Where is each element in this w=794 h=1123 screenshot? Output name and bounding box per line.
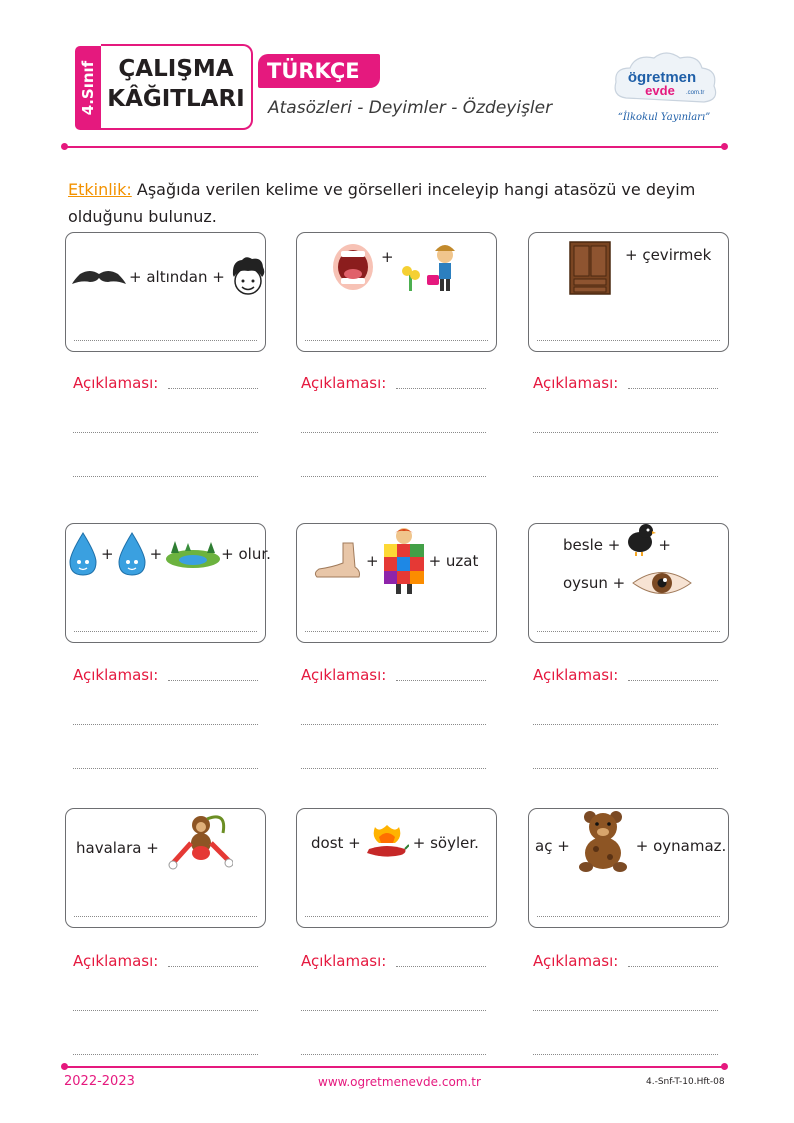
explanation-line[interactable] (533, 724, 718, 725)
explanation-line[interactable] (73, 1054, 258, 1055)
explanation-label: Açıklaması: (73, 374, 159, 392)
explanation-label: Açıklaması: (73, 952, 159, 970)
subject-badge: TÜRKÇE (258, 54, 380, 88)
answer-line[interactable] (537, 340, 720, 341)
answer-line[interactable] (305, 916, 488, 917)
card-4-text-3: + olur. (221, 545, 271, 563)
card-2-text: + (381, 248, 394, 266)
card-9-text-1: aç + (535, 837, 570, 855)
svg-text:.com.tr: .com.tr (686, 90, 705, 96)
explanation-label: Açıklaması: (301, 374, 387, 392)
topic-subtitle: Atasözleri - Deyimler - Özdeyişler (268, 98, 553, 118)
eye-icon (631, 568, 693, 598)
grade-label: 4.Sınıf (79, 60, 97, 116)
answer-line[interactable] (305, 631, 488, 632)
puzzle-card-9 (528, 808, 729, 928)
explanation-line[interactable] (628, 680, 718, 681)
explanation-line[interactable] (301, 768, 486, 769)
explanation-label: Açıklaması: (73, 666, 159, 684)
explanation-line[interactable] (73, 432, 258, 433)
explanation-line[interactable] (533, 768, 718, 769)
puzzle-card-5 (296, 523, 497, 643)
instruction (68, 176, 728, 230)
divider-dot-left (61, 143, 68, 150)
explanation-line[interactable] (301, 1010, 486, 1011)
bear-icon (574, 809, 632, 873)
explanation-line[interactable] (396, 680, 486, 681)
footer-year: 2022-2023 (64, 1074, 135, 1089)
explanation-line[interactable] (168, 680, 258, 681)
answer-line[interactable] (537, 631, 720, 632)
explanation-line[interactable] (396, 388, 486, 389)
explanation-line[interactable] (73, 724, 258, 725)
footer-url[interactable]: www.ogretmenevde.com.tr (318, 1075, 481, 1089)
puzzle-card-1 (65, 232, 266, 352)
foot-icon (313, 541, 363, 581)
puzzle-card-7 (65, 808, 266, 928)
card-1-text: + altından + (129, 268, 225, 286)
puzzle-card-6 (528, 523, 729, 643)
divider-dot-right (721, 1063, 728, 1070)
footer-code: 4.-Snf-T-10.Hft-08 (646, 1077, 725, 1087)
monkey-icon (167, 813, 233, 873)
explanation-line[interactable] (301, 432, 486, 433)
publisher-logo (606, 48, 724, 128)
card-8-text-1: dost + (311, 834, 361, 852)
card-5-text-2: + uzat (428, 552, 479, 570)
svg-text:evde: evde (645, 83, 675, 98)
puzzle-card-8 (296, 808, 497, 928)
open-mouth-icon (331, 242, 375, 292)
answer-line[interactable] (74, 631, 257, 632)
explanation-label: Açıklaması: (533, 374, 619, 392)
svg-text:ögretmen: ögretmen (627, 69, 697, 86)
answer-line[interactable] (305, 340, 488, 341)
svg-text:“İlkokul Yayınları”: “İlkokul Yayınları” (617, 112, 711, 123)
answer-line[interactable] (74, 916, 257, 917)
instruction-text: Aşağıda verilen kelime ve görselleri inceleyip hangi atasözü ve deyim olduğunu bulunuz. (68, 180, 696, 226)
explanation-line[interactable] (301, 1054, 486, 1055)
card-6-text-1: besle + (563, 536, 621, 554)
explanation-line[interactable] (73, 1010, 258, 1011)
title-line-1: ÇALIŞMA (118, 56, 234, 82)
explanation-line[interactable] (533, 1054, 718, 1055)
puzzle-card-3 (528, 232, 729, 352)
crow-icon (624, 522, 656, 556)
card-6-text-3: oysun + (563, 574, 626, 592)
explanation-line[interactable] (533, 432, 718, 433)
card-8-text-2: + söyler. (412, 834, 479, 852)
explanation-label: Açıklaması: (533, 952, 619, 970)
header-divider (64, 146, 724, 148)
boy-with-quilt-icon (382, 526, 426, 596)
explanation-line[interactable] (628, 388, 718, 389)
explanation-line[interactable] (533, 476, 718, 477)
explanation-line[interactable] (533, 1010, 718, 1011)
explanation-line[interactable] (301, 724, 486, 725)
card-3-text: + çevirmek (625, 246, 712, 264)
explanation-line[interactable] (73, 476, 258, 477)
lake-icon (165, 539, 221, 569)
explanation-label: Açıklaması: (301, 952, 387, 970)
explanation-line[interactable] (168, 966, 258, 967)
explanation-line[interactable] (396, 966, 486, 967)
explanation-line[interactable] (628, 966, 718, 967)
puzzle-card-4 (65, 523, 271, 643)
mustache-icon (72, 266, 126, 288)
answer-line[interactable] (74, 340, 257, 341)
answer-line[interactable] (537, 916, 720, 917)
explanation-label: Açıklaması: (533, 666, 619, 684)
explanation-line[interactable] (301, 476, 486, 477)
explanation-line[interactable] (168, 388, 258, 389)
card-6-text-2: + (658, 536, 671, 554)
hot-pepper-icon (365, 823, 409, 863)
card-7-text: havalara + (76, 839, 159, 857)
divider-dot-right (721, 143, 728, 150)
explanation-label: Açıklaması: (301, 666, 387, 684)
curly-hair-boy-icon (228, 255, 268, 299)
title-box (101, 44, 253, 130)
wardrobe-icon (569, 241, 611, 297)
explanation-line[interactable] (73, 768, 258, 769)
card-4-text-1: + (101, 545, 114, 563)
instruction-label: Etkinlik: (68, 180, 132, 199)
water-drop-icon (68, 532, 98, 576)
title-line-2: KÂĞITLARI (107, 86, 245, 112)
puzzle-card-2 (296, 232, 497, 352)
card-4-text-2: + (149, 545, 163, 563)
water-drop-icon (117, 532, 147, 576)
footer-divider (64, 1066, 724, 1068)
grade-tab (75, 46, 101, 130)
divider-dot-left (61, 1063, 68, 1070)
card-5-text-1: + (366, 552, 379, 570)
card-9-text-2: + oynamaz. (635, 837, 727, 855)
boy-watering-flowers-icon (397, 239, 461, 295)
